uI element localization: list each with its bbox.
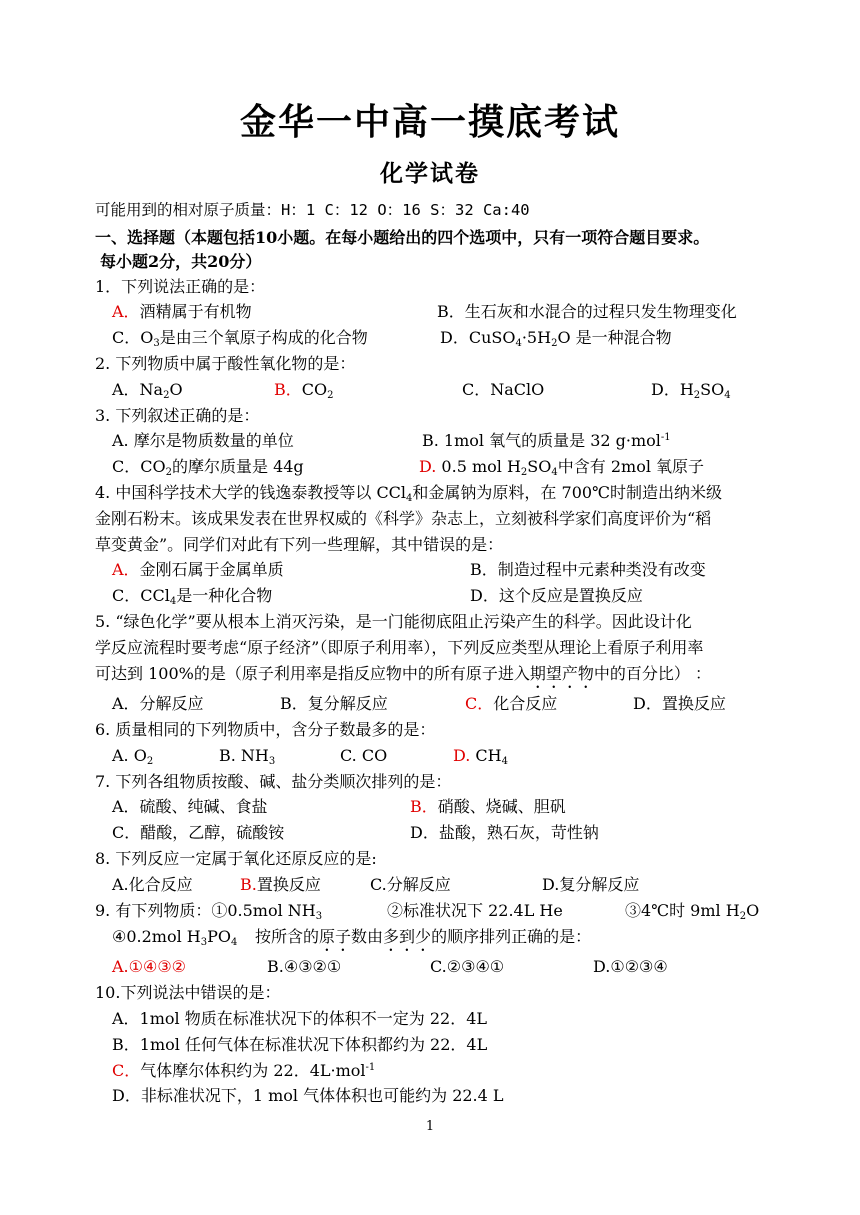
subscript: 3 — [153, 338, 160, 349]
q4-option-b: B．制造过程中元素种类没有改变 — [470, 560, 706, 579]
option-text: SO — [527, 457, 552, 476]
exam-subtitle: 化学试卷 — [380, 160, 480, 187]
subscript: 2 — [146, 756, 154, 767]
section-heading: 一、选择题（本题包括10小题。在每小题给出的四个选项中，只有一项符合题目要求。 — [95, 228, 710, 247]
question-3-stem: 3. 下列叙述正确的是： — [95, 406, 260, 425]
stem-text: 的顺序排列正确的是： — [431, 927, 592, 946]
subscript: 4 — [501, 756, 508, 767]
q9-option-a: A.①④③② — [112, 957, 187, 976]
answer-mark: C． — [112, 1061, 141, 1080]
subscript: 4 — [406, 493, 413, 504]
stem-text: 4. 中国科学技术大学的钱逸泰教授等以 CCl — [95, 483, 407, 502]
emphasis-text: 原子 — [319, 927, 352, 946]
option-text: C．O — [112, 328, 154, 347]
q7-option-a: A．硫酸、纯碱、食盐 — [112, 797, 268, 816]
q10-option-b: B．1mol 任何气体在标准状况下体积都约为 22．4L — [112, 1035, 488, 1054]
option-text: 是由三个氧原子构成的化合物 — [159, 328, 368, 347]
q5-option-a: A．分解反应 — [112, 694, 204, 713]
option-text: CH — [470, 746, 502, 765]
q9-item-2: ②标准状况下 22.4L He — [387, 901, 563, 920]
stem-text: 数由 — [351, 927, 384, 946]
q6-option-c: C. CO — [340, 746, 388, 765]
option-text: D．CuSO — [440, 328, 516, 347]
question-7-stem: 7. 下列各组物质按酸、碱、盐分类顺次排列的是： — [95, 772, 452, 791]
stem-text: ④0.2mol H — [112, 927, 201, 946]
q8-option-a: A.化合反应 — [112, 875, 193, 894]
q8-option-b — [240, 875, 321, 895]
answer-mark: B． — [274, 380, 302, 399]
option-text: 酒精属于有机物 — [139, 302, 252, 321]
stem-text: 按所含的 — [255, 927, 320, 946]
subscript: 3 — [200, 937, 208, 948]
q10-option-c — [112, 1061, 375, 1081]
option-text: C．CCl — [112, 586, 170, 605]
option-text: A．Na — [112, 380, 164, 399]
q3-option-d — [419, 457, 704, 477]
option-text: 中含有 2mol 氧原子 — [557, 457, 705, 476]
subscript: 4 — [551, 467, 558, 478]
q2-option-a — [112, 380, 183, 400]
emphasis-text: 多到少 — [383, 927, 432, 946]
q9-option-d: D.①②③④ — [593, 957, 668, 976]
q1-option-c — [112, 328, 368, 348]
q5-option-d: D．置换反应 — [633, 694, 726, 713]
page-number: 1 — [425, 1119, 435, 1134]
option-text: 0.5 mol H — [436, 457, 521, 476]
option-text: 硝酸、烧碱、胆矾 — [437, 797, 566, 816]
question-4-stem-line-1 — [95, 483, 722, 503]
q5-option-b: B．复分解反应 — [280, 694, 388, 713]
option-text: B. NH — [219, 746, 269, 765]
question-4-stem-line-2: 金刚石粉末。该成果发表在世界权威的《科学》杂志上，立刻被科学家们高度评价为“稻 — [95, 509, 712, 528]
q7-option-b — [410, 797, 566, 817]
q3-option-b — [422, 431, 671, 451]
q7-option-d: D．盐酸，熟石灰，苛性钠 — [410, 823, 599, 842]
q10-option-d: D．非标准状况下，1 mol 气体体积也可能约为 22.4 L — [112, 1086, 504, 1105]
q8-option-d: D.复分解反应 — [542, 875, 640, 894]
q10-option-a: A．1mol 物质在标准状况下的体积不一定为 22．4L — [112, 1009, 487, 1028]
subscript: 2 — [327, 390, 334, 401]
question-2-stem: 2. 下列物质中属于酸性氧化物的是： — [95, 354, 356, 373]
q9-item-4 — [112, 927, 237, 947]
q4-option-a — [112, 560, 284, 580]
question-8-stem: 8. 下列反应一定属于氧化还原反应的是: — [95, 849, 377, 868]
answer-mark: A． — [112, 302, 140, 321]
stem-text: 9. 有下列物质：①0.5mol NH — [95, 901, 316, 920]
atomic-mass-note: 可能用到的相对原子质量：H：1 C：12 O：16 S：32 Ca:40 — [95, 201, 530, 219]
subscript: 4 — [515, 338, 522, 349]
stem-text: ③4℃时 9ml H — [625, 901, 740, 920]
exam-title: 金华一中高一摸底考试 — [239, 101, 620, 143]
option-text: 气体摩尔体积约为 22．4L·mol — [140, 1061, 366, 1080]
question-9-stem-line-1 — [95, 901, 322, 921]
option-text: 的摩尔质量是 44g — [171, 457, 304, 476]
q7-option-c: C．醋酸，乙醇，硫酸铵 — [112, 823, 285, 842]
subscript: 2 — [551, 338, 558, 349]
superscript: -1 — [660, 432, 671, 443]
q3-option-a: A. 摩尔是物质数量的单位 — [112, 431, 294, 450]
q5-option-c — [465, 694, 557, 714]
question-5-stem-line-3 — [95, 664, 711, 692]
option-text: SO — [700, 380, 725, 399]
question-5-stem-line-2: 学反应流程时要考虑“原子经济”（即原子利用率），下列反应类型从理论上看原子利用率 — [95, 638, 704, 657]
option-text: 置换反应 — [256, 875, 321, 894]
q8-option-c: C.分解反应 — [370, 875, 451, 894]
question-9-stem-line-2 — [255, 927, 591, 955]
subscript: 4 — [169, 596, 177, 607]
q9-option-b: B.④③②① — [267, 957, 342, 976]
question-1-stem: 1．下列说法正确的是： — [95, 277, 266, 296]
q2-option-b — [274, 380, 334, 400]
answer-mark: C． — [465, 694, 494, 713]
question-10-stem: 10.下列说法中错误的是： — [95, 983, 281, 1002]
subscript: 2 — [163, 390, 170, 401]
subscript: 2 — [165, 467, 172, 478]
stem-text: PO — [207, 927, 232, 946]
option-text: 金刚石属于金属单质 — [139, 560, 284, 579]
subscript: 2 — [693, 390, 701, 401]
q3-option-c — [112, 457, 304, 477]
option-text: B. 1mol 氧气的质量是 32 g·mol — [422, 431, 661, 450]
subscript: 4 — [724, 390, 731, 401]
q1-option-a — [112, 302, 252, 322]
option-text: 化合反应 — [493, 694, 558, 713]
subscript: 2 — [520, 467, 528, 478]
stem-text: O — [746, 901, 760, 920]
option-text: A. O — [112, 746, 147, 765]
option-text: O — [169, 380, 183, 399]
answer-mark: D. — [419, 457, 437, 476]
stem-text: 和金属钠为原料，在 700℃时制造出纳米级 — [412, 483, 722, 502]
q4-option-d: D．这个反应是置换反应 — [470, 586, 643, 605]
question-6-stem: 6. 质量相同的下列物质中，含分子数最多的是： — [95, 720, 436, 739]
q6-option-a — [112, 746, 153, 766]
question-5-stem-line-1: 5. “绿色化学”要从根本上消灭污染，是一门能彻底阻止污染产生的科学。因此设计化 — [95, 612, 692, 631]
answer-mark: A． — [112, 560, 140, 579]
stem-text: 可达到 100%的是（原子利用率是指反应物中的所有原子进入 — [95, 664, 530, 683]
q9-item-3 — [625, 901, 759, 921]
q2-option-d — [651, 380, 731, 400]
subscript: 3 — [268, 756, 276, 767]
emphasis-text: 期望产物 — [529, 664, 594, 683]
option-text: O 是一种混合物 — [557, 328, 672, 347]
option-text: CO — [301, 380, 328, 399]
section-heading-cont: 每小题2分，共20分） — [100, 252, 262, 271]
q9-option-c: C.②③④① — [430, 957, 505, 976]
q6-option-d — [453, 746, 508, 766]
superscript: -1 — [365, 1062, 376, 1073]
answer-mark: B. — [240, 875, 257, 894]
q2-option-c: C．NaClO — [462, 380, 545, 399]
answer-mark: B． — [410, 797, 438, 816]
q6-option-b — [219, 746, 275, 766]
subscript: 3 — [315, 911, 323, 922]
option-text: ·5H — [521, 328, 552, 347]
option-text: D．H — [651, 380, 694, 399]
option-text: 是一种化合物 — [176, 586, 273, 605]
stem-text: 中的百分比） ： — [593, 664, 711, 683]
q1-option-b: B．生石灰和水混合的过程只发生物理变化 — [437, 302, 737, 321]
q4-option-c — [112, 586, 272, 606]
option-text: C．CO — [112, 457, 166, 476]
answer-mark: D. — [453, 746, 471, 765]
q1-option-d — [440, 328, 672, 348]
subscript: 4 — [231, 937, 238, 948]
question-4-stem-line-3: 草变黄金”。同学们对此有下列一些理解，其中错误的是： — [95, 535, 504, 554]
subscript: 2 — [739, 911, 747, 922]
